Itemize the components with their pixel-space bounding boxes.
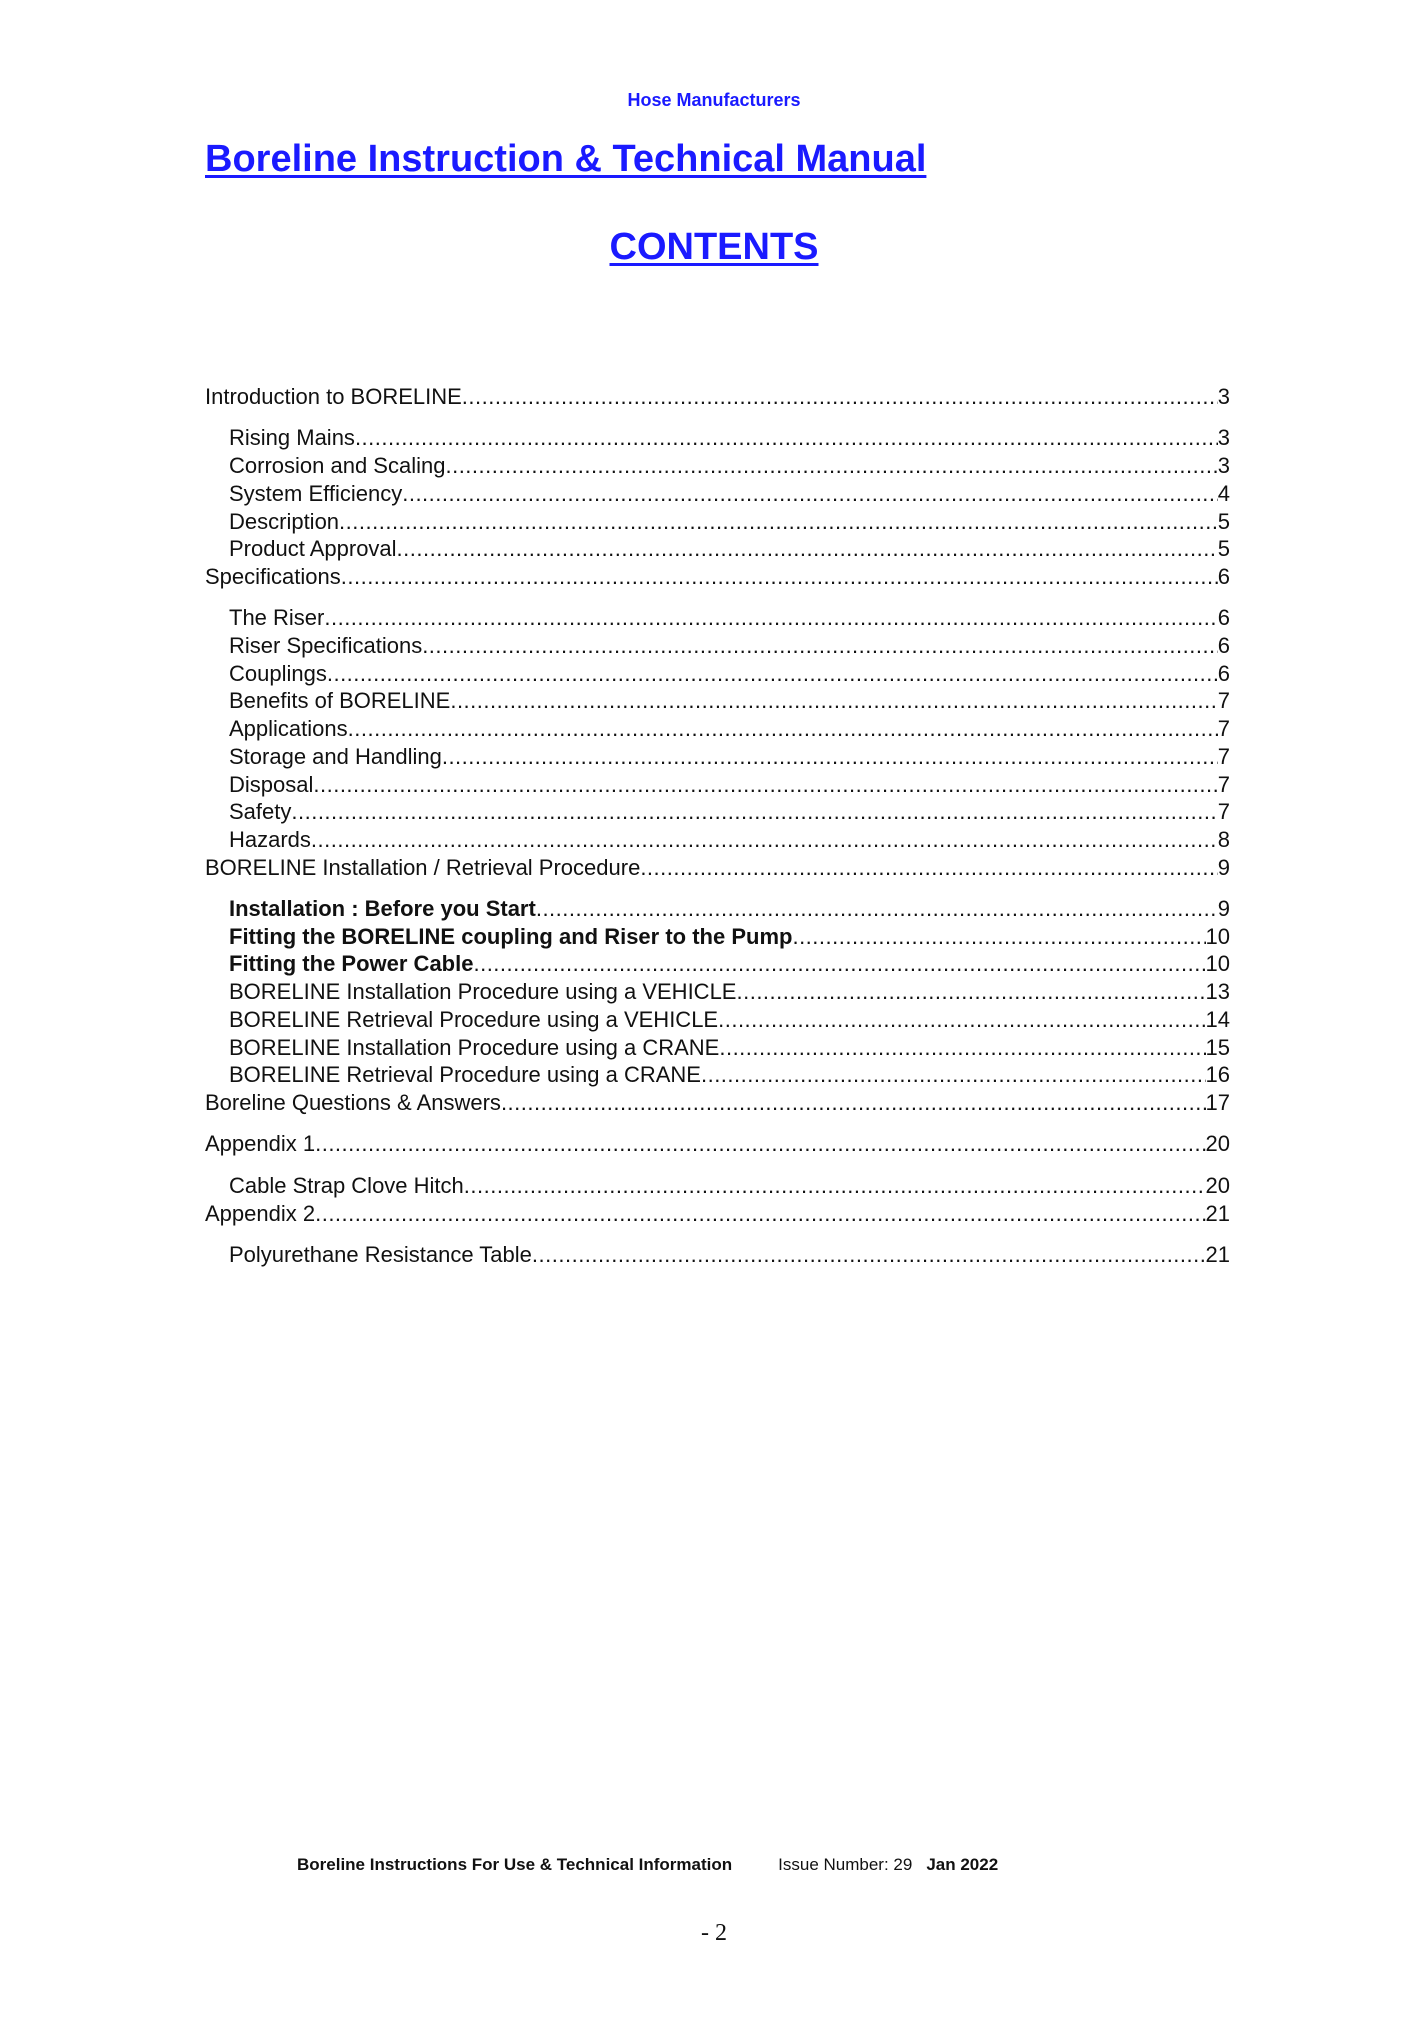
toc-entry-benefits[interactable] <box>205 687 1230 715</box>
footer-issue-number: Issue Number: 29 <box>778 1855 913 1874</box>
toc-entry-label: BORELINE Installation Procedure using a CRANE <box>229 1034 720 1060</box>
toc-entry-page: 3 <box>1217 384 1230 409</box>
toc-entry-page: 7 <box>1217 688 1230 714</box>
toc-entry-page: 7 <box>1217 716 1230 742</box>
company-name: Hose Manufacturers <box>627 90 801 110</box>
toc-entry-product-approval[interactable] <box>205 535 1230 563</box>
toc-entry-page: 21 <box>1205 1200 1230 1226</box>
toc-entry-retrieval-crane[interactable] <box>205 1061 1230 1089</box>
toc-entry-page: 21 <box>1205 1242 1230 1268</box>
toc-entry-label: Description <box>229 508 340 534</box>
toc-entry-the-riser[interactable] <box>205 604 1230 632</box>
toc-entry-page: 13 <box>1205 979 1230 1005</box>
toc-entry-page: 5 <box>1217 536 1230 562</box>
toc-entry-fitting-coupling[interactable] <box>205 923 1230 951</box>
toc-entry-page: 7 <box>1217 743 1230 769</box>
toc-entry-page: 20 <box>1205 1172 1230 1198</box>
toc-entry-label: Specifications <box>205 563 341 589</box>
toc-entry-page: 14 <box>1205 1006 1230 1032</box>
toc-entry-label: Appendix 1 <box>205 1131 316 1157</box>
toc-entry-label: The Riser <box>229 605 325 631</box>
toc-entry-label: BORELINE Retrieval Procedure using a CRANE <box>229 1062 701 1088</box>
toc-entry-label: Product Approval <box>229 536 397 562</box>
toc-entry-page: 7 <box>1217 771 1230 797</box>
toc-entry-page: 9 <box>1217 896 1230 922</box>
toc-entry-label: Applications <box>229 716 348 742</box>
toc-entry-questions-answers[interactable] <box>205 1089 1230 1117</box>
toc-entry-label: Benefits of BORELINE <box>229 688 451 714</box>
toc-entry-label: Storage and Handling <box>229 743 442 769</box>
toc-entry-label: Safety <box>229 799 292 825</box>
toc-entry-page: 9 <box>1217 854 1230 880</box>
toc-entry-safety[interactable] <box>205 798 1230 826</box>
toc-entry-label: Introduction to BORELINE <box>205 384 462 409</box>
toc-entry-page: 10 <box>1205 923 1230 949</box>
toc-entry-page: 6 <box>1217 563 1230 589</box>
footer-document-name: Boreline Instructions For Use & Technical Information <box>297 1855 733 1874</box>
toc-entry-page: 3 <box>1217 425 1230 451</box>
toc-entry-polyurethane-table[interactable] <box>205 1241 1230 1269</box>
toc-entry-label: Couplings <box>229 660 327 686</box>
toc-entry-installation-retrieval[interactable] <box>205 854 1230 882</box>
toc-entry-label: Hazards <box>229 826 311 852</box>
toc-entry-label: Appendix 2 <box>205 1200 316 1226</box>
toc-entry-introduction[interactable] <box>205 383 1230 411</box>
toc-entry-page: 4 <box>1217 480 1230 506</box>
toc-entry-page: 17 <box>1205 1089 1230 1115</box>
contents-heading[interactable]: CONTENTS <box>609 226 819 268</box>
toc-entry-rising-mains[interactable] <box>205 424 1230 452</box>
toc-entry-label: Rising Mains <box>229 425 355 451</box>
toc-entry-installation-crane[interactable] <box>205 1034 1230 1062</box>
toc-entry-page: 7 <box>1217 799 1230 825</box>
toc-entry-label: BORELINE Installation Procedure using a VEHICLE <box>229 979 737 1005</box>
toc-entry-label: Disposal <box>229 771 314 797</box>
toc-entry-page: 10 <box>1205 951 1230 977</box>
toc-entry-page: 6 <box>1217 633 1230 659</box>
page-number: - 2 <box>701 1920 727 1946</box>
page-footer <box>297 1855 998 1875</box>
toc-entry-label: Polyurethane Resistance Table <box>229 1242 532 1268</box>
toc-entry-storage-handling[interactable] <box>205 743 1230 771</box>
toc-entry-label: Cable Strap Clove Hitch <box>229 1172 464 1198</box>
document-title[interactable]: Boreline Instruction & Technical Manual <box>205 138 927 180</box>
toc-entry-specifications[interactable] <box>205 563 1230 591</box>
toc-entry-cable-strap[interactable] <box>205 1172 1230 1200</box>
footer-date: Jan 2022 <box>926 1855 999 1874</box>
toc-entry-disposal[interactable] <box>205 771 1230 799</box>
toc-entry-page: 15 <box>1205 1034 1230 1060</box>
toc-entry-label: Fitting the Power Cable <box>229 951 474 977</box>
toc-entry-label: Fitting the BORELINE coupling and Riser to the Pump <box>229 923 793 949</box>
toc-entry-riser-specifications[interactable] <box>205 632 1230 660</box>
toc-entry-fitting-power-cable[interactable] <box>205 950 1230 978</box>
toc-entry-label: BORELINE Retrieval Procedure using a VEHICLE <box>229 1006 719 1032</box>
toc-entry-page: 16 <box>1205 1062 1230 1088</box>
toc-entry-corrosion-scaling[interactable] <box>205 452 1230 480</box>
toc-entry-label: Riser Specifications <box>229 633 423 659</box>
toc-entry-retrieval-vehicle[interactable] <box>205 1006 1230 1034</box>
toc-entry-applications[interactable] <box>205 715 1230 743</box>
toc-entry-label: Corrosion and Scaling <box>229 453 446 479</box>
toc-entry-before-you-start[interactable] <box>205 895 1230 923</box>
toc-entry-couplings[interactable] <box>205 660 1230 688</box>
toc-entry-page: 6 <box>1217 660 1230 686</box>
toc-entry-page: 5 <box>1217 508 1230 534</box>
toc-entry-label: BORELINE Installation / Retrieval Procedure <box>205 854 641 880</box>
toc-entry-page: 20 <box>1205 1131 1230 1157</box>
toc-entry-page: 6 <box>1217 605 1230 631</box>
toc-entry-label: Installation : Before you Start <box>229 896 536 922</box>
toc-entry-appendix-1[interactable] <box>205 1130 1230 1158</box>
toc-entry-label: System Efficiency <box>229 480 403 506</box>
toc-entry-installation-vehicle[interactable] <box>205 978 1230 1006</box>
toc-entry-hazards[interactable] <box>205 826 1230 854</box>
toc-entry-appendix-2[interactable] <box>205 1200 1230 1228</box>
table-of-contents <box>205 383 1230 1269</box>
toc-entry-description[interactable] <box>205 508 1230 536</box>
toc-entry-system-efficiency[interactable] <box>205 480 1230 508</box>
toc-entry-label: Boreline Questions & Answers <box>205 1089 501 1115</box>
toc-entry-page: 3 <box>1217 453 1230 479</box>
toc-entry-page: 8 <box>1217 826 1230 852</box>
